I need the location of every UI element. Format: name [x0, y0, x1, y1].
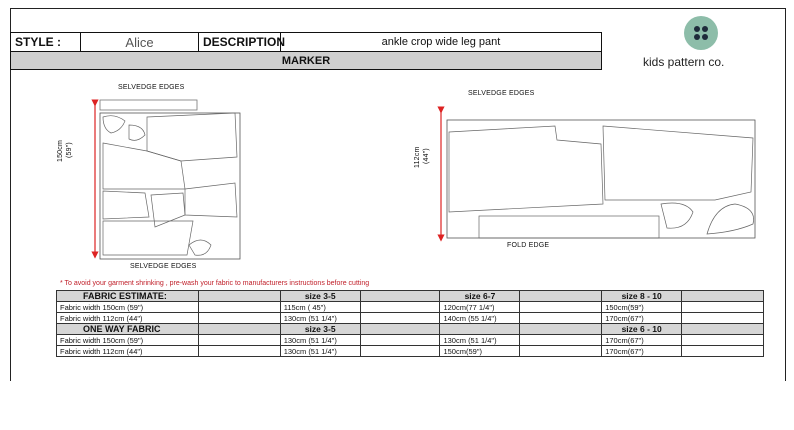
row-label: Fabric width 150cm (59") [57, 302, 199, 313]
right-marker-diagram [435, 100, 765, 245]
row-label: Fabric width 112cm (44") [57, 313, 199, 324]
left-bottom-selvedge-label: SELVEDGE EDGES [130, 263, 197, 270]
size-header: size 6-7 [440, 291, 520, 302]
table-row [57, 302, 764, 313]
fabric-estimate-title: FABRIC ESTIMATE: [57, 291, 199, 302]
description-value: ankle crop wide leg pant [381, 36, 501, 48]
one-way-title: ONE WAY FABRIC [57, 324, 199, 335]
table-row [57, 313, 764, 324]
style-header-row [10, 32, 602, 52]
prewash-note: * To avoid your garment shrinking , pre-wash your fabric to manufacturers instructions before cutting [60, 280, 370, 287]
table-cell: 120cm(77 1/4") [440, 302, 520, 313]
size-header: size 3-5 [280, 324, 360, 335]
row-label: Fabric width 150cm (59") [57, 335, 199, 346]
size-header: size 8 - 10 [602, 291, 682, 302]
size-header: size 6 - 10 [602, 324, 682, 335]
fabric-estimate-header-row [57, 291, 764, 302]
table-cell: 130cm (51 1/4") [440, 335, 520, 346]
style-value: Alice [81, 33, 199, 51]
left-width-in: (59") [66, 142, 73, 158]
table-cell: 150cm(59") [440, 346, 520, 357]
left-top-selvedge-label: SELVEDGE EDGES [118, 84, 185, 91]
right-width-in: (44") [423, 148, 430, 164]
left-marker-diagram [85, 95, 245, 265]
marker-bar: MARKER [10, 52, 602, 70]
table-cell: 170cm(67") [602, 346, 682, 357]
fabric-estimate-table [56, 290, 764, 357]
table-row [57, 335, 764, 346]
table-cell: 170cm(67") [602, 313, 682, 324]
table-cell: 150cm(59") [602, 302, 682, 313]
style-label: STYLE : [11, 33, 81, 51]
left-width-cm: 150cm [57, 139, 64, 162]
table-cell: 130cm (51 1/4") [280, 313, 360, 324]
table-cell: 170cm(67") [602, 335, 682, 346]
description-label: DESCRIPTION [199, 33, 281, 51]
size-header: size 3-5 [280, 291, 360, 302]
row-label: Fabric width 112cm (44") [57, 346, 199, 357]
logo-text: kids pattern co. [643, 55, 725, 69]
logo-button-icon [684, 16, 718, 50]
table-cell: 140cm (55 1/4") [440, 313, 520, 324]
table-row [57, 346, 764, 357]
table-cell: 130cm (51 1/4") [280, 346, 360, 357]
one-way-header-row [57, 324, 764, 335]
right-fold-edge-label: FOLD EDGE [507, 242, 550, 249]
table-cell: 115cm ( 45") [280, 302, 360, 313]
right-width-cm: 112cm [414, 146, 421, 168]
right-top-selvedge-label: SELVEDGE EDGES [468, 90, 535, 97]
table-cell: 130cm (51 1/4") [280, 335, 360, 346]
